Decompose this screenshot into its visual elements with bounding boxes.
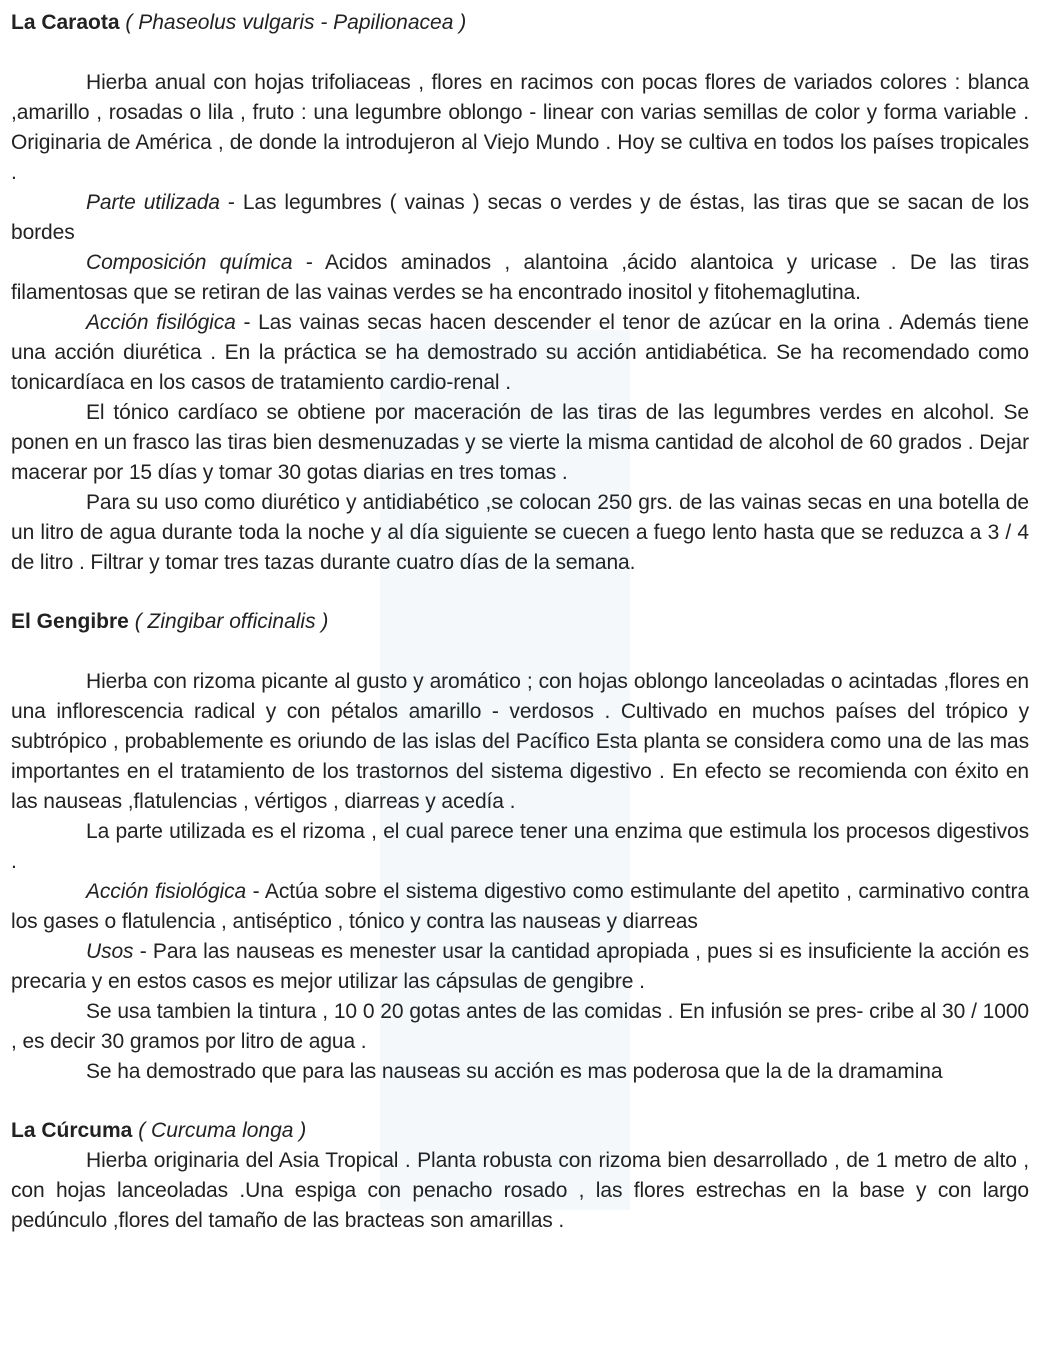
paragraph: Se usa tambien la tintura , 10 0 20 gotas antes de las comidas . En infusión se pres- cribe al 30 / 1000 , es decir 30 gramos por litro de agua .	[11, 1000, 1029, 1053]
paragraph: Se ha demostrado que para las nauseas su acción es mas poderosa que la de la dramamina	[86, 1060, 943, 1083]
paragraph: Hierba con rizoma picante al gusto y aromático ; con hojas oblongo lanceoladas o acintadas ,flores en una inflorescencia radical y con pétalos amarillo - verdosos . Cultivado en muchos países del trópico y subtrópico , probablemente es oriundo de las islas del Pacífico Esta planta se considera como una de las mas importantes en el tratamiento de los trastornos del sistema digestivo . En efecto se recomienda con éxito en las nauseas ,flatulencias , vértigos , diarreas y acedía .	[11, 670, 1029, 813]
section-gengibre	[11, 607, 1029, 1087]
paragraph: Parte utilizada - Las legumbres ( vainas ) secas o verdes y de éstas, las tiras que se sacan de los bordes	[11, 191, 1029, 244]
section-title	[11, 1116, 1029, 1146]
subheading: Parte utilizada	[86, 191, 220, 214]
document-content	[11, 8, 1029, 1236]
paragraph: Usos - Para las nauseas es menester usar la cantidad apropiada , pues si es insuficiente la acción es precaria y en estos casos es mejor utilizar las cápsulas de gengibre .	[11, 940, 1029, 993]
scientific-name: ( Zingibar officinalis )	[134, 610, 329, 633]
paragraph: Composición química - Acidos aminados , alantoina ,ácido alantoica y uricase . De las tiras filamentosas que se retiran de las vainas verdes se ha encontrado inositol y fitohemaglutina.	[11, 251, 1029, 304]
section-curcuma	[11, 1116, 1029, 1236]
section-title	[11, 8, 1029, 38]
paragraph: La parte utilizada es el rizoma , el cual parece tener una enzima que estimula los procesos digestivos .	[11, 820, 1029, 873]
subheading: Acción fisiológica	[86, 880, 247, 903]
subheading: Acción fisilógica	[86, 311, 236, 334]
paragraph: Hierba anual con hojas trifoliaceas , flores en racimos con pocas flores de variados colores : blanca ,amarillo , rosadas o lila , fruto : una legumbre oblongo - linear con varias semillas de color y forma variable . Originaria de América , de donde la introdujeron al Viejo Mundo . Hoy se cultiva en todos los países tropicales .	[11, 71, 1029, 184]
paragraph: Acción fisiológica - Actúa sobre el sistema digestivo como estimulante del apetito , carminativo contra los gases o flatulencia , antiséptico , tónico y contra las nauseas y diarreas	[11, 880, 1029, 933]
scientific-name: ( Curcuma longa )	[138, 1119, 307, 1142]
paragraph: Para su uso como diurético y antidiabético ,se colocan 250 grs. de las vainas secas en una botella de un litro de agua durante toda la noche y al día siguiente se cuecen a fuego lento hasta que se reduzca a 3 / 4 de litro . Filtrar y tomar tres tazas durante cuatro días de la semana.	[11, 491, 1029, 574]
section-caraota	[11, 8, 1029, 578]
paragraph: El tónico cardíaco se obtiene por maceración de las tiras de las legumbres verdes en alcohol. Se ponen en un frasco las tiras bien desmenuzadas y se vierte la misma cantidad de alcohol de 60 grados . Dejar macerar por 15 días y tomar 30 gotas diarias en tres tomas .	[11, 401, 1029, 484]
plant-name: El Gengibre	[11, 610, 129, 633]
scientific-name: ( Phaseolus vulgaris - Papilionacea )	[125, 11, 467, 34]
subheading: Composición química	[86, 251, 293, 274]
subheading: Usos	[86, 940, 134, 963]
plant-name: La Cúrcuma	[11, 1119, 133, 1142]
section-title	[11, 607, 1029, 637]
plant-name: La Caraota	[11, 11, 120, 34]
paragraph: Acción fisilógica - Las vainas secas hacen descender el tenor de azúcar en la orina . Además tiene una acción diurética . En la práctica se ha demostrado su acción antidiabética. Se ha recomendado como tonicardíaca en los casos de tratamiento cardio-renal .	[11, 311, 1030, 394]
paragraph: Hierba originaria del Asia Tropical . Planta robusta con rizoma bien desarrollado , de 1 metro de alto , con hojas lanceoladas .Una espiga con penacho rosado , las flores estrechas en la base y con largo pedúnculo ,flores del tamaño de las bracteas son amarillas .	[11, 1149, 1029, 1232]
